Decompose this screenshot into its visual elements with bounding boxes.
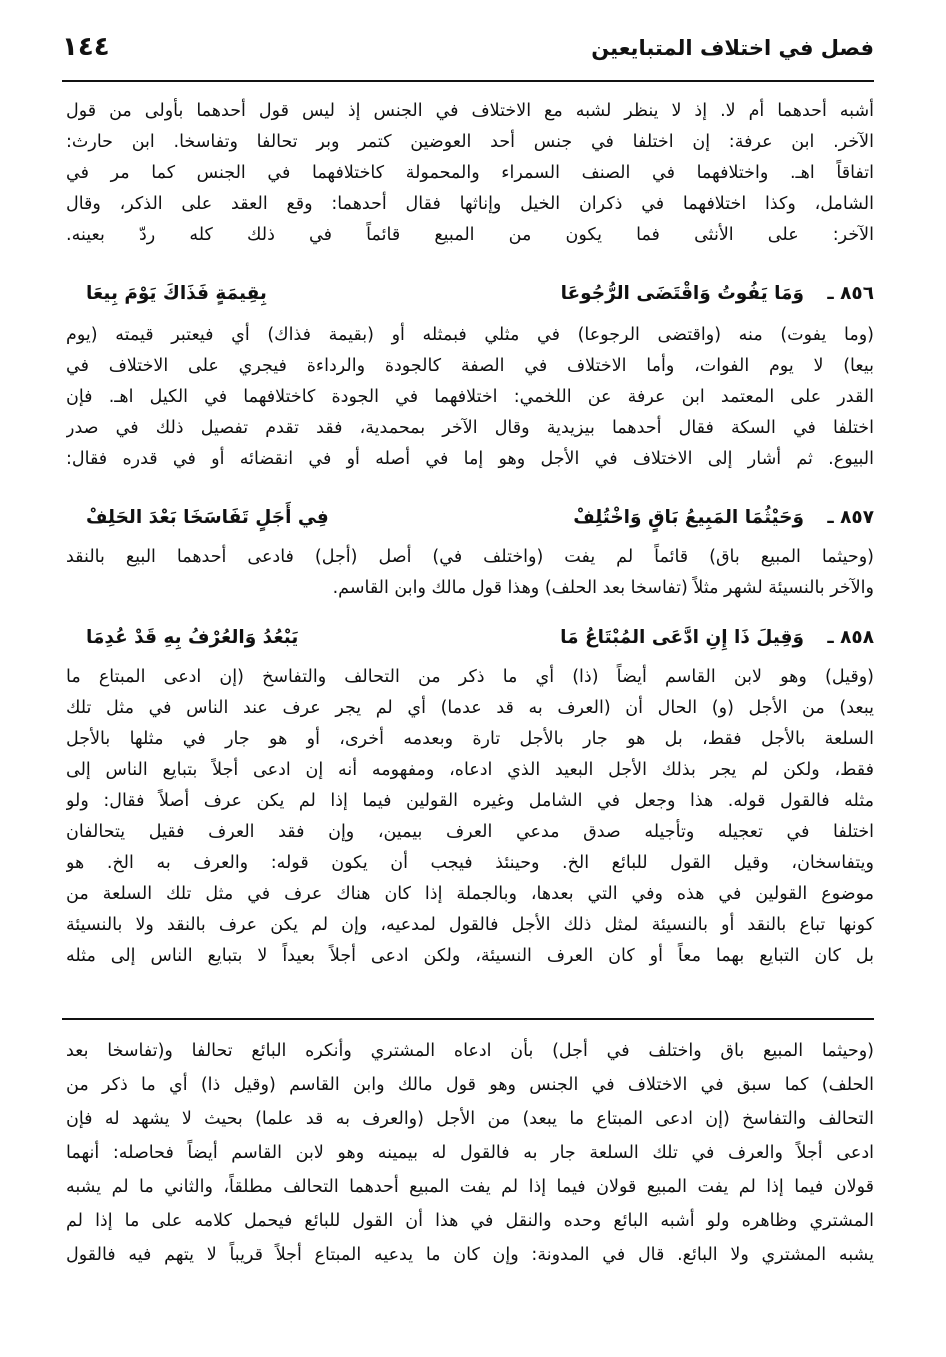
text-line: فقط، ولكن لم يجر بذلك الأجل البعيد الذي ادعاه، ومفهومه أنه إن ادعى أجلاً بتبايع الناس إلى: [66, 760, 874, 780]
text-line: اختلفا في تعجيله وتأجيله صدق مدعي العرف بيمين، وإن فقد العرف فقيل يتحالفان: [66, 822, 874, 842]
text-line: الشامل، وكذا اختلافهما في ذكران الخيل وإناثها فقال أحدهما: وقع العقد على الذكر، وقال: [66, 194, 874, 214]
verse-hemistich-first: وَقِيلَ ذَا إِنِ ادَّعَى المُبْتَاعُ مَا: [560, 627, 804, 648]
verse-hemistich-first: وَمَا يَفُوتُ وَاقْتَضَى الرُّجُوعَا: [560, 283, 804, 304]
text-line: أشبه أحدهما أم لا. إذ لا ينظر لشبه مع الاختلاف في الجنس إذ ليس قول أحدهما بأولى من قول: [66, 101, 874, 121]
text-line: والآخر بالنسيئة لشهر مثلاً (تفاسخا بعد الحلف) وهذا قول مالك وابن القاسم.: [332, 578, 874, 598]
commentary-block-4: [66, 662, 874, 972]
text-line: موضوع القولين في هذه وفي التي بعدها، وبالجملة إذا كان هناك عرف في مثل تلك السلعة من: [66, 884, 874, 904]
text-line: (وحيثما المبيع باق) قائماً لم يفت (واختلف في) أصل (أجل) فادعى أحدهما البيع بالنقد: [66, 547, 874, 567]
text-line: القدر على المعتمد ابن عرفة عن اللخمي: اختلافهما في الجودة كاختلافهما في الكيل اهـ. فإن: [66, 387, 874, 407]
verse-hemistich-second: يَبْعُدُ وَالعُرْفُ بِهِ قَدْ عُدِمَا: [86, 627, 299, 648]
header-rule: [62, 80, 874, 82]
text-line: (وما يفوت) منه (واقتضى الرجوعا) في مثلي فبمثله أو (بقيمة فذاك) أي فيعتبر قيمته (يوم: [66, 325, 874, 345]
text-line: السلعة بالأجل فقط، بل هو جار بالأجل تارة وبعدمه أخرى، أو هو جار في مثلها بالأجل: [66, 729, 874, 749]
verse-858: [66, 620, 874, 656]
text-line: مثله فالقول قوله. هذا وجعل في الشامل وغيره القولين فيما إذا لم يكن عرف أصلاً فقال: ولو: [66, 791, 874, 811]
commentary-block-1: [66, 96, 874, 251]
commentary-block-2: [66, 320, 874, 475]
text-line: اختلفا في السكة فقال أحدهما بيزيدية وقال الآخر بمحمدية، فقد تقدم تفصيل ذلك في صدر: [66, 418, 874, 438]
chapter-title: فصل في اختلاف المتبايعين: [591, 36, 874, 60]
footnote-line: (وحيثما المبيع باق واختلف في أجل) بأن ادعاه المشتري وأنكره البائع تحالفا و(تفاسخا بعد: [66, 1041, 874, 1061]
commentary-block-3: [66, 542, 874, 604]
verse-857: [66, 500, 874, 536]
footnote-block: [66, 1034, 874, 1272]
text-line: بيعا) لا يوم الفوات، وأما الاختلاف في الصفة كالجودة والرداءة فيجري على الاختلاف في: [66, 356, 874, 376]
text-line: ويتفاسخان، وقيل القول للبائع الخ. وحينئذ فيجب أن يكون قوله: والعرف به الخ. هو: [66, 853, 874, 873]
text-line: الآخر. ابن عرفة: إن اختلفا في جنس أحد العوضين كتمر وبر تحالفا وتفاسخا. ابن حارث:: [66, 132, 874, 152]
verse-number: ٨٥٦ ـ: [827, 283, 874, 304]
footnote-line: ادعى أجلاً والعرف في تلك السلعة جار به فالقول له بيمينه وهو لابن القاسم أيضاً فحاصله: أنهما: [66, 1143, 874, 1163]
text-line: (وقيل) وهو لابن القاسم أيضاً (ذا) أي ما ذكر من التحالف والتفاسخ (إن ادعى المبتاع ما: [66, 667, 874, 687]
footnote-line: قولان فيما إذا لم يفت المبيع قولان فيما إذا لم يفت المبيع أحدهما التحالف مطلقاً، والثاني ما لم يشبه: [66, 1177, 874, 1197]
verse-number: ٨٥٧ ـ: [827, 507, 874, 528]
footnote-line: المشتري وظاهره ولو أشبه البائع وحده والنقل في هذا أن القول للبائع فيحمل كلامه على ما إذا لم: [66, 1211, 874, 1231]
text-line: كونها تباع بالنقد أو بالنسيئة لمثل ذلك الأجل فالقول لمدعيه، وإن لم يكن عرف بالنقد ولا بالنسيئة: [66, 915, 874, 935]
verse-hemistich-first: وَحَيْثُمَا المَبِيعُ بَاقٍ وَاخْتُلِفْ: [573, 507, 804, 528]
verse-hemistich-second: فِي أَجَلٍ تَفَاسَخَا بَعْدَ الحَلِفْ: [86, 507, 329, 528]
verse-number: ٨٥٨ ـ: [827, 627, 874, 648]
text-line: يبعد) من الأجل (و) الحال أن (العرف به قد عدما) أي لم يجر عرف عند الناس في مثل تلك: [66, 698, 874, 718]
footnote-separator: [62, 1018, 874, 1020]
footnote-line: التحالف والتفاسخ (إن ادعى المبتاع ما يبعد) من الأجل (والعرف به قد علما) بحيث لا يشهد له فإن: [66, 1109, 874, 1129]
text-line: البيوع. ثم أشار إلى الاختلاف في الأجل وهو إما في أصله أو في انقضائه أو في قدره فقال:: [66, 449, 874, 469]
text-line: بل كان التبايع بهما معاً أو كان العرف النسيئة، ولكن ادعى أجلاً بعيداً لا بتبايع الناس إلى مثله: [66, 946, 874, 966]
text-line: الآخر: على الأنثى فما يكون من المبيع قائماً في ذلك كله ردّ بعينه.: [66, 225, 874, 245]
footnote-line: الحلف) كما سبق في الاختلاف في الجنس وهو قول مالك وابن القاسم (وقيل ذا) أي ما ذكر من: [66, 1075, 874, 1095]
verse-856: [66, 276, 874, 312]
page-number: ١٤٤: [62, 32, 110, 62]
text-line: اتفاقاً اهـ. واختلافهما في الصنف السمراء والمحمولة كاختلافهما في الجنس كما مر في: [66, 163, 874, 183]
footnote-line: يشبه المشتري ولا البائع. قال في المدونة: وإن كان ما يدعيه المبتاع أجلاً قريباً لا يتهم فيه فالقول: [66, 1245, 874, 1265]
page-header: [62, 30, 874, 72]
verse-hemistich-second: بِقِيمَةٍ فَذَاكَ يَوْمَ بِيعَا: [86, 283, 267, 304]
